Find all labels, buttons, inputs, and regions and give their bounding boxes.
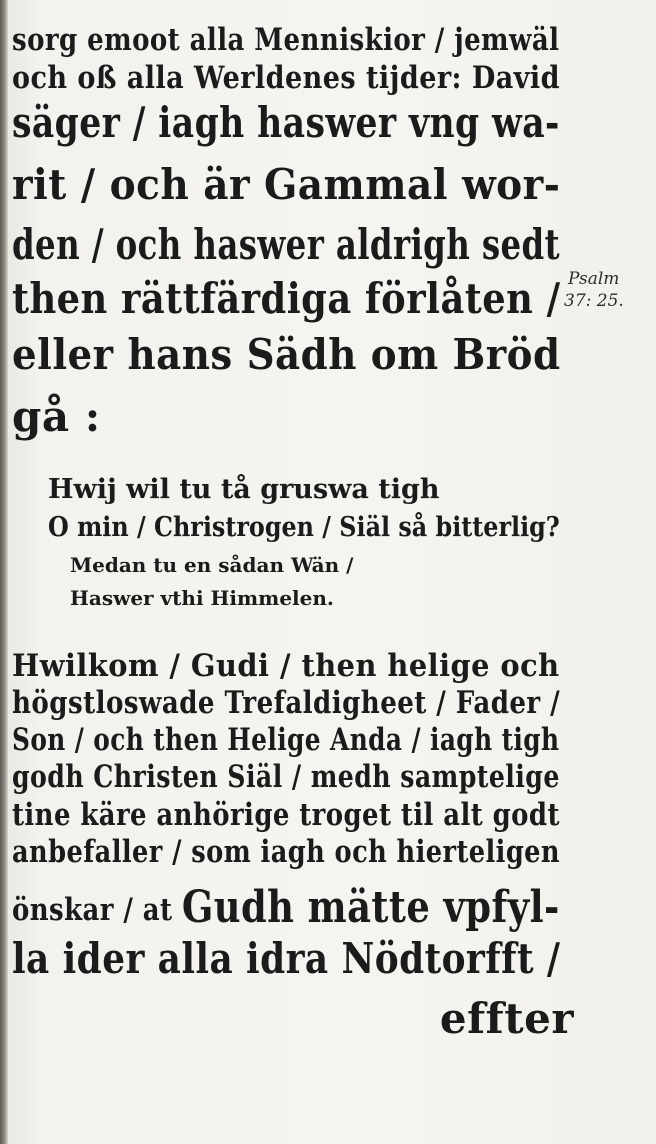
closing-line-8: la ider alla idra Nödtorfft / (12, 934, 561, 983)
text-line-1: sorg emoot alla Menniskior / jemwäl (12, 22, 560, 58)
closing-line-3: Son / och then Helige Anda / iagh tigh (12, 722, 560, 758)
catchword: effter (439, 994, 574, 1043)
text-line-4: rit / och är Gammal wor- (12, 160, 561, 209)
closing-line-7-start: önskar / at (12, 892, 173, 928)
closing-line-6: anbefaller / som iagh och hierteligen (12, 834, 561, 870)
closing-line-2: högstloswade Trefaldigheet / Fader / (12, 685, 561, 721)
text-line-5: den / och haswer aldrigh sedt (12, 220, 560, 269)
closing-line-7-emphasis: Gudh mätte vpfyl- (181, 882, 560, 933)
text-line-6: then rättfärdiga förlåten / (12, 274, 561, 323)
closing-line-5: tine käre anhörige troget til alt godt (12, 797, 560, 833)
page-gutter-shadow (0, 0, 8, 1144)
poem-line-3: Medan tu en sådan Wän / (70, 553, 354, 577)
closing-line-1: Hwilkom / Gudi / then helige och (12, 648, 560, 684)
poem-line-2: O min / Christrogen / Siäl så bitterlig? (48, 512, 560, 543)
margin-note-psalm (564, 268, 652, 312)
poem-line-1: Hwij wil tu tå gruswa tigh (48, 474, 440, 505)
text-line-3: säger / iagh haswer vng wa- (12, 98, 560, 147)
margin-note-label: Psalm (568, 269, 620, 289)
text-line-7: eller hans Sädh om Bröd (12, 330, 561, 379)
closing-line-7 (12, 880, 560, 931)
text-line-8: gå : (12, 392, 101, 441)
closing-line-4: godh Christen Siäl / medh samptelige (12, 759, 560, 795)
margin-note-reference: 37: 25. (564, 291, 624, 311)
text-line-2: och oß alla Werldenes tijder: David (12, 60, 560, 96)
poem-line-4: Haswer vthi Himmelen. (70, 586, 334, 610)
